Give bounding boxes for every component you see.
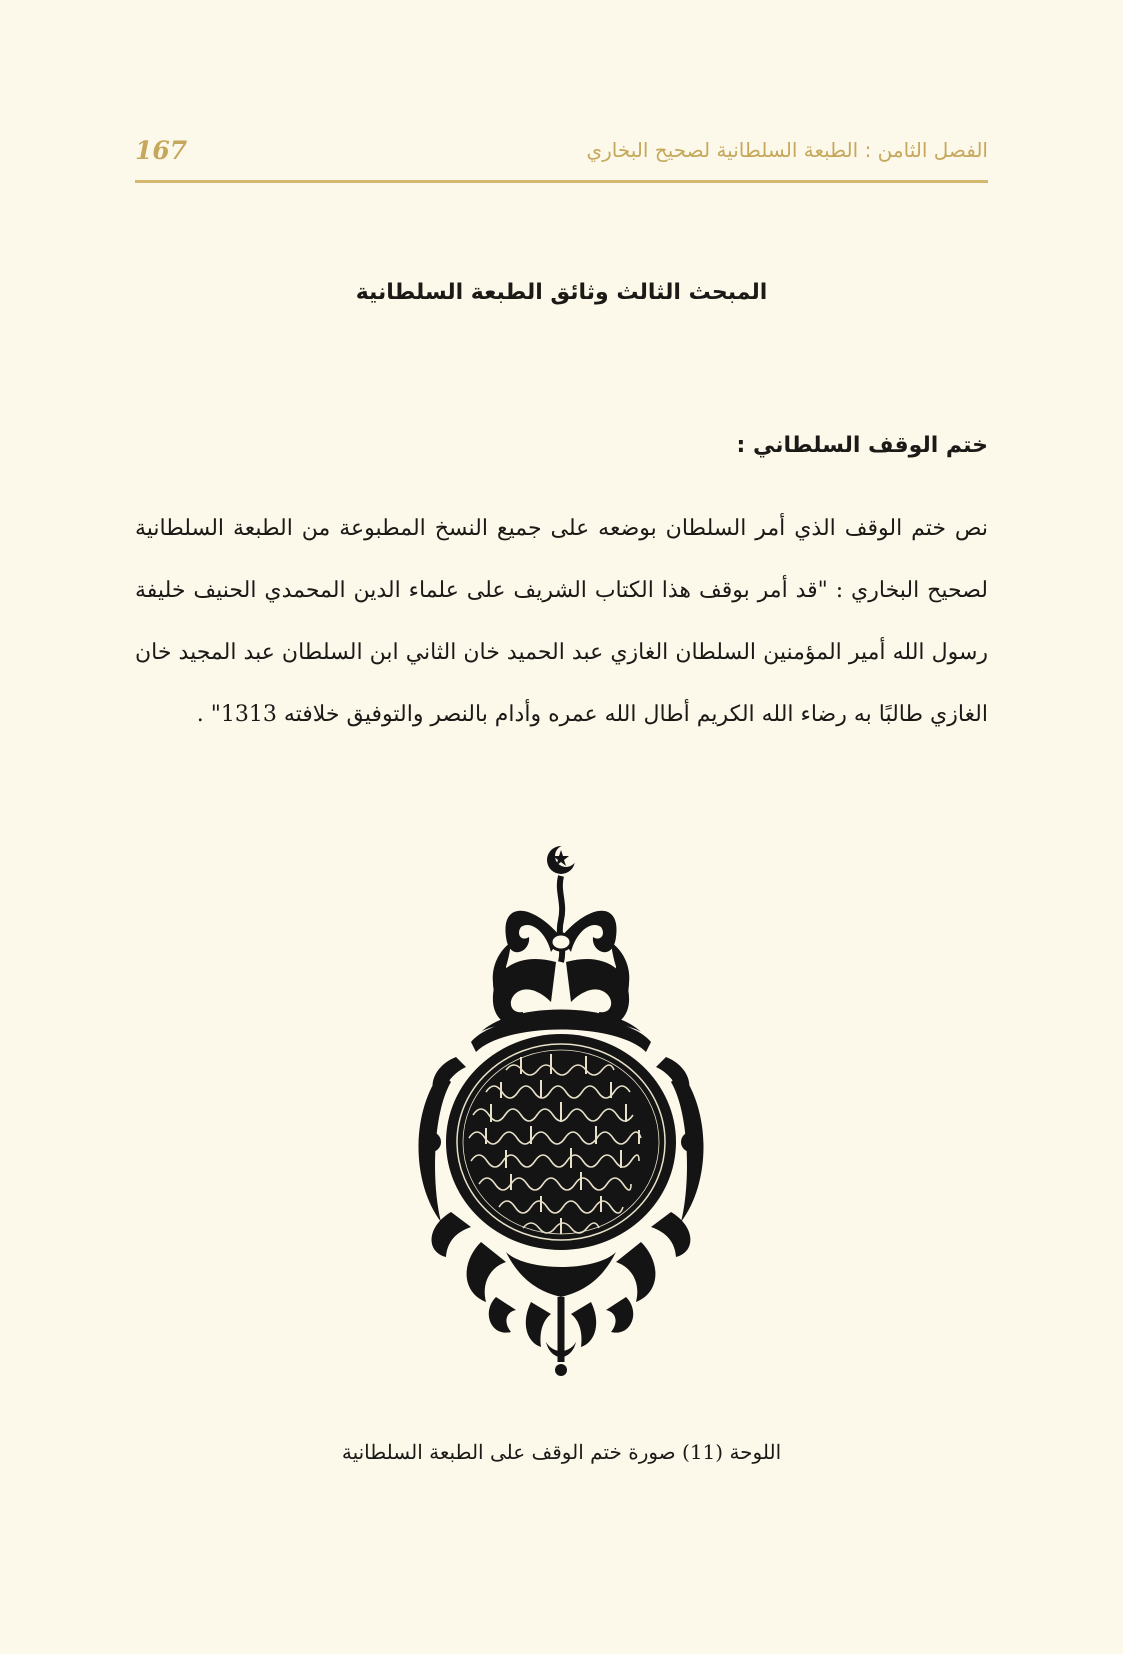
waqf-seal-illustration	[411, 842, 711, 1382]
body-paragraph: نص ختم الوقف الذي أمر السلطان بوضعه على جميع النسخ المطبوعة من الطبعة السلطانية لصحيح البخاري : "قد أمر بوقف هذا الكتاب الشريف على علماء الدين المحمدي الحنيف خليفة رسول الله أمير المؤمنين السلطان الغازي عبد الحميد خان الثاني ابن السلطان عبد المجيد خان الغازي طالبًا به رضاء الله الكريم أطال الله عمره وأدام بالنصر والتوفيق خلافته 1313" .	[135, 516, 989, 727]
section-heading: المبحث الثالث وثائق الطبعة السلطانية	[355, 280, 768, 305]
waqf-seal-figure	[411, 842, 711, 1382]
page-number: 167	[135, 136, 188, 165]
page-header	[135, 128, 988, 183]
crescent-star-icon	[547, 845, 577, 874]
subsection-heading: ختم الوقف السلطاني :	[736, 433, 988, 458]
figure-caption: اللوحة (11) صورة ختم الوقف على الطبعة السلطانية	[341, 1440, 782, 1464]
ornament-scroll-right	[561, 911, 629, 1025]
running-title: الفصل الثامن : الطبعة السلطانية لصحيح البخاري	[586, 138, 988, 162]
ornament-scroll-left	[493, 911, 561, 1025]
